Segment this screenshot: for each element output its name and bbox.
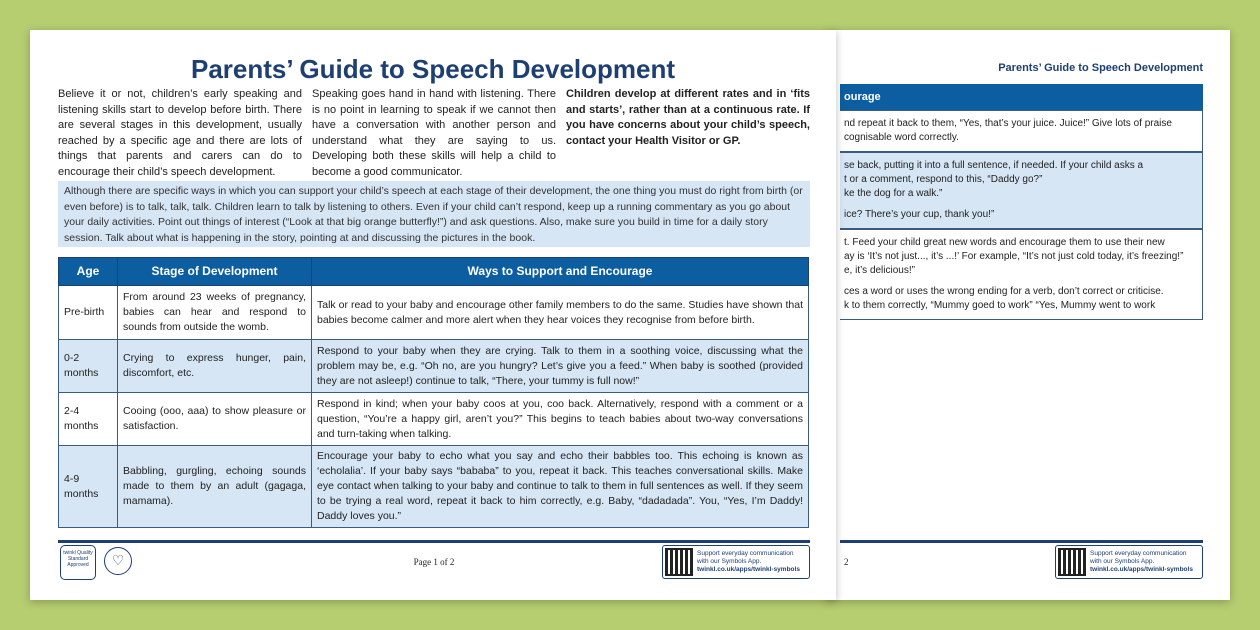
cell-age: 2-4 months xyxy=(59,393,118,446)
page-1 xyxy=(30,30,836,600)
row-line: e, it’s delicious!” xyxy=(844,265,915,276)
row-line xyxy=(844,278,1194,285)
row-line: ke the dog for a walk.” xyxy=(844,188,943,199)
cell-stage: Crying to express hunger, pain, discomfort, etc. xyxy=(118,340,312,393)
page-number: 2 xyxy=(844,557,849,567)
page-2 xyxy=(826,30,1230,600)
symbols-app-badge[interactable] xyxy=(662,545,810,579)
header-ways: Ways to Support and Encourage xyxy=(312,258,809,286)
cell-ways: Talk or read to your baby and encourage other family members to do the same. Studies have shown that babies become calmer and more alert when they hear voices they recognise from before birth. xyxy=(312,286,809,340)
row-line: nd repeat it back to them, “Yes, that’s your juice. Juice!” Give lots of praise xyxy=(844,118,1172,129)
table-row xyxy=(59,340,809,393)
row-line: k to them correctly, “Mummy goed to work” “Yes, Mummy went to work xyxy=(844,300,1156,311)
intro-columns xyxy=(58,87,810,180)
table-row xyxy=(59,286,809,340)
development-table xyxy=(58,257,809,528)
table-row xyxy=(840,110,1203,152)
row-line: ice? There’s your cup, thank you!” xyxy=(844,209,995,220)
twinkl-quality-badge: twinkl Quality Standard Approved xyxy=(60,545,96,580)
row-line: t or a comment, respond to this, “Daddy go?” xyxy=(844,174,1043,185)
page-title: Parents’ Guide to Speech Development xyxy=(190,54,676,84)
column-text-bold: Children develop at different rates and in ‘fits and starts’, rather than at a continuous rate. If you have concerns about your child’s speech, contact your Health Visitor or GP. xyxy=(566,88,810,147)
column-text: Speaking goes hand in hand with listening. There is no point in learning to speak if we cannot then have a conversation with another person and understand what they are saying to us. Developing both these skills will help a child to become a good communicator. xyxy=(312,88,556,178)
cell-age: 4-9 months xyxy=(59,446,118,528)
intro-box: Although there are specific ways in which you can support your child’s speech at each stage of their development, the one thing you must do right from birth (or even before) is to talk, talk, talk. Children learn to talk by listening to others. Even if your child can’t respond, keep up a running commentary as you go about your daily activities. Point out things of interest (“Look at that big orange butterfly!”) and ask questions. Also, make sure you build in time for a daily story session. Talk about what is happening in the story, pointing at and discussing the pictures in the book. xyxy=(58,181,810,247)
table-row xyxy=(59,393,809,446)
symbols-text: with our Symbols App. xyxy=(1090,558,1155,565)
page-2-title: Parents’ Guide to Speech Development xyxy=(998,62,1203,74)
page-2-table-header: ourage xyxy=(840,84,1203,110)
row-line xyxy=(844,201,1194,208)
row-line: ay is ‘It’s not just..., it’s ...!’ For example, “It’s not just cold today, it’s freezing!” xyxy=(844,251,1184,262)
cell-ways: Encourage your baby to echo what you say and echo their babbles too. This echoing is known as ‘echolalia’. If your baby says “bababa” to you, repeat it back. This teaches conversational skills. Make eye contact when talking to your baby and continue to talk to them in full sentences as well. If they seem to be trying a real word, repeat it back to him correctly, e.g. Baby, “dadadada”. You, “Yes, I’m Daddy! Daddy loves you.” xyxy=(312,446,809,528)
page-2-table xyxy=(840,84,1203,320)
symbols-text: with our Symbols App. xyxy=(697,558,762,565)
symbols-app-badge[interactable] xyxy=(1055,545,1203,579)
symbols-text: Support everyday communication xyxy=(1090,550,1187,557)
cell-ways: Respond to your baby when they are crying. Talk to them in a soothing voice, discussing what the problem may be, e.g. “Oh no, are you hungry? Let’s give you a feed.” When baby is soothed (provided they are not asleep!) continue to talk, “There, your tummy is full now!” xyxy=(312,340,809,393)
header-stage: Stage of Development xyxy=(118,258,312,286)
cell-ways: Respond in kind; when your baby coos at you, coo back. Alternatively, respond with a comment or a question, “You’re a happy girl, aren’t you?” This begins to teach babies about two-way conversations and turn-taking when talking. xyxy=(312,393,809,446)
cell-stage: Babbling, gurgling, echoing sounds made to them by an adult (gagaga, mamama). xyxy=(118,446,312,528)
header-age: Age xyxy=(59,258,118,286)
table-row xyxy=(840,152,1203,229)
symbols-url: twinkl.co.uk/apps/twinkl-symbols xyxy=(697,566,800,573)
table-row xyxy=(840,229,1203,320)
row-line: se back, putting it into a full sentence, if needed. If your child asks a xyxy=(844,160,1144,171)
qr-code-icon xyxy=(1058,548,1086,576)
table-row xyxy=(59,446,809,528)
cell-age: Pre-birth xyxy=(59,286,118,340)
row-line: cognisable word correctly. xyxy=(844,132,959,143)
qr-code-icon xyxy=(665,548,693,576)
cell-age: 0-2 months xyxy=(59,340,118,393)
cell-stage: From around 23 weeks of pregnancy, babies can hear and respond to sounds from outside the womb. xyxy=(118,286,312,340)
row-line: ces a word or uses the wrong ending for a verb, don’t correct or criticise. xyxy=(844,286,1164,297)
cell-stage: Cooing (ooo, aaa) to show pleasure or satisfaction. xyxy=(118,393,312,446)
column-text: Believe it or not, children’s early speaking and listening skills start to develop before birth. There are several stages in this development, usually reached by a specific age and there are lots of things that parents and carers can do to encourage their child’s speech development. xyxy=(58,88,302,178)
symbols-text: Support everyday communication xyxy=(697,550,794,557)
heart-seal-icon: ♡ xyxy=(104,547,132,575)
page-2-footer xyxy=(840,540,1203,580)
row-line: t. Feed your child great new words and encourage them to use their new xyxy=(844,237,1165,248)
page-footer xyxy=(58,540,810,580)
page-number: Page 1 of 2 xyxy=(413,557,455,567)
symbols-url: twinkl.co.uk/apps/twinkl-symbols xyxy=(1090,566,1193,573)
